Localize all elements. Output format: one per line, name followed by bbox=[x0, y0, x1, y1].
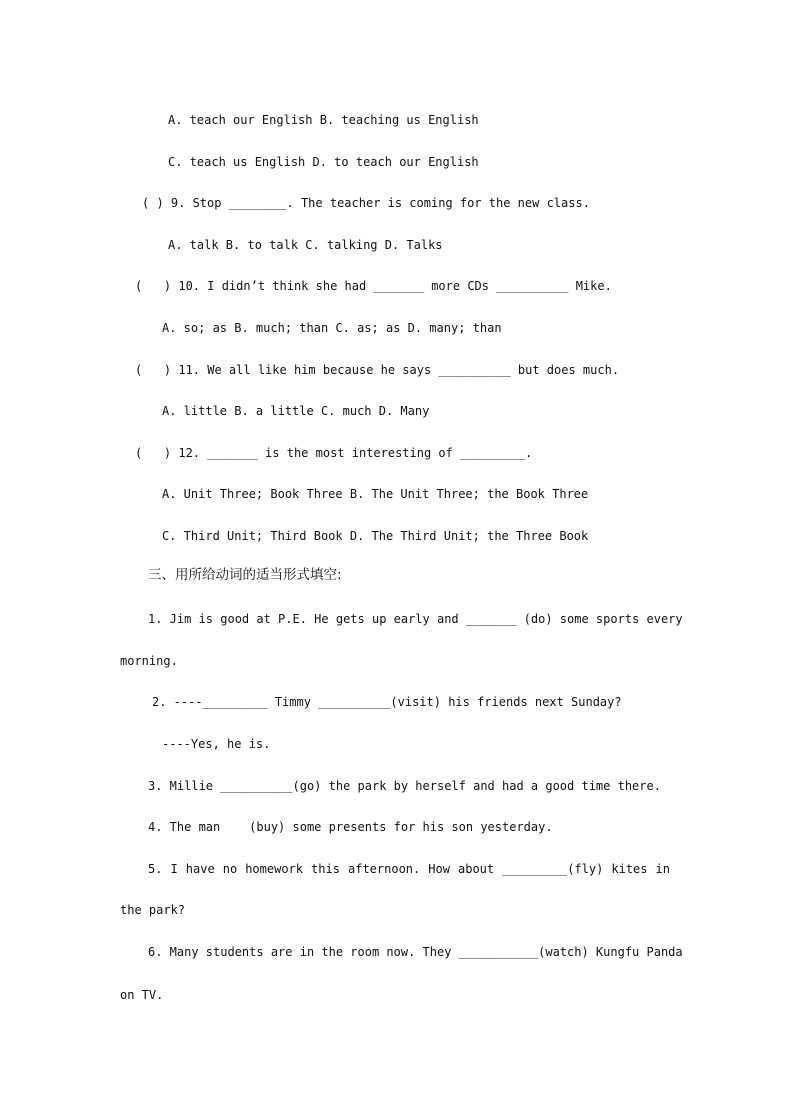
fill-q6-line1: 6. Many students are in the room now. They ___________(watch) Kungfu Panda bbox=[148, 945, 683, 959]
q12-stem: ( ) 12. _______ is the most interesting of _________. bbox=[135, 446, 533, 460]
q10-stem: ( ) 10. I didn’t think she had _______ more CDs __________ Mike. bbox=[135, 279, 612, 293]
fill-q5-line1: 5. I have no homework this afternoon. How about _________(fly) kites in bbox=[148, 862, 670, 876]
fill-q2-line1: 2. ----_________ Timmy __________(visit) his friends next Sunday? bbox=[152, 695, 622, 709]
fill-q5-line2: the park? bbox=[120, 903, 186, 917]
fill-q2-line2: ----Yes, he is. bbox=[162, 737, 271, 751]
fill-q6-line2: on TV. bbox=[120, 988, 164, 1002]
q9-stem: ( ) 9. Stop ________. The teacher is coming for the new class. bbox=[142, 196, 590, 210]
fill-q4: 4. The man (buy) some presents for his son yesterday. bbox=[148, 820, 553, 834]
q8-options-cd: C. teach us English D. to teach our English bbox=[168, 155, 479, 169]
section-3-heading: 三、用所给动词的适当形式填空: bbox=[148, 567, 342, 583]
fill-q3: 3. Millie __________(go) the park by herself and had a good time there. bbox=[148, 779, 661, 793]
q12-options-cd: C. Third Unit; Third Book D. The Third Unit; the Three Book bbox=[162, 529, 589, 543]
q12-options-ab: A. Unit Three; Book Three B. The Unit Three; the Book Three bbox=[162, 487, 589, 501]
q8-options-ab: A. teach our English B. teaching us English bbox=[168, 113, 479, 127]
fill-q1-line1: 1. Jim is good at P.E. He gets up early and _______ (do) some sports every bbox=[148, 612, 683, 626]
q9-options: A. talk B. to talk C. talking D. Talks bbox=[168, 238, 443, 252]
q10-options: A. so; as B. much; than C. as; as D. many; than bbox=[162, 321, 502, 335]
fill-q1-line2: morning. bbox=[120, 654, 178, 668]
q11-options: A. little B. a little C. much D. Many bbox=[162, 404, 430, 418]
q11-stem: ( ) 11. We all like him because he says __________ but does much. bbox=[135, 363, 620, 377]
